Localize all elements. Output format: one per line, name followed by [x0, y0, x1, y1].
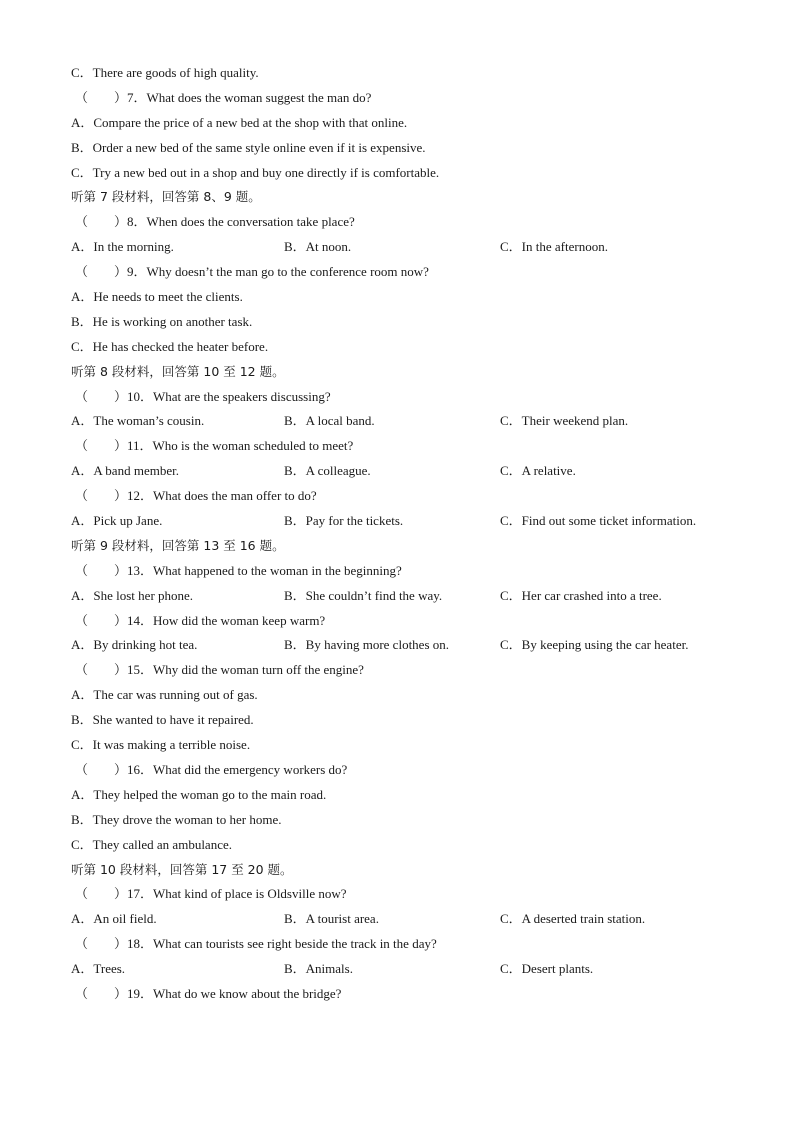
option-c: C．A relative. — [500, 463, 576, 479]
answer-options-row — [71, 584, 731, 609]
option-b: B．A colleague. — [284, 463, 371, 479]
answer-option-line: B．They drove the woman to her home. — [71, 811, 282, 827]
option-b: B．Pay for the tickets. — [284, 513, 404, 529]
question-line: （ ）19．What do we know about the bridge? — [75, 985, 342, 1001]
option-c: C．In the afternoon. — [500, 239, 608, 255]
option-b: B．By having more clothes on. — [284, 637, 450, 653]
answer-option-line: B．He is working on another task. — [71, 313, 253, 329]
section-heading: 听第 7 段材料，回答第 8、9 题。 — [71, 189, 261, 205]
question-line: （ ）12．What does the man offer to do? — [75, 488, 317, 504]
option-a: A．The woman’s cousin. — [71, 413, 205, 429]
option-a: A．By drinking hot tea. — [71, 637, 198, 653]
answer-option-line: A．The car was running out of gas. — [71, 687, 258, 703]
question-line: （ ）11．Who is the woman scheduled to meet? — [75, 438, 354, 454]
option-a: A．She lost her phone. — [71, 587, 194, 603]
section-heading: 听第 8 段材料，回答第 10 至 12 题。 — [71, 363, 285, 379]
option-b: B．She couldn’t find the way. — [284, 587, 443, 603]
option-c: C．Her car crashed into a tree. — [500, 587, 662, 603]
answer-options-row — [71, 235, 731, 260]
section-heading: 听第 9 段材料，回答第 13 至 16 题。 — [71, 537, 285, 553]
option-a: A．Trees. — [71, 961, 126, 977]
question-line: （ ）14．How did the woman keep warm? — [75, 612, 326, 628]
question-line: （ ）10．What are the speakers discussing? — [75, 388, 331, 404]
answer-option-line: C．It was making a terrible noise. — [71, 737, 251, 753]
option-a: A．A band member. — [71, 463, 179, 479]
question-line: （ ）13．What happened to the woman in the beginning? — [75, 562, 402, 578]
question-line: （ ）17．What kind of place is Oldsville now? — [75, 886, 347, 902]
answer-option-line: A．He needs to meet the clients. — [71, 289, 243, 305]
question-line: （ ）9．Why doesn’t the man go to the conference room now? — [75, 264, 429, 280]
option-a: A．In the morning. — [71, 239, 174, 255]
answer-option-line: A．Compare the price of a new bed at the shop with that online. — [71, 114, 408, 130]
option-c: C．Desert plants. — [500, 961, 594, 977]
option-c: C．Their weekend plan. — [500, 413, 629, 429]
option-a: A．An oil field. — [71, 911, 157, 927]
question-line: （ ）8．When does the conversation take place? — [75, 214, 355, 230]
option-c: C．A deserted train station. — [500, 911, 646, 927]
listening-questions — [71, 61, 731, 1007]
option-c: C．Find out some ticket information. — [500, 513, 697, 529]
answer-options-row — [71, 509, 731, 534]
answer-option-line: C．He has checked the heater before. — [71, 338, 269, 354]
answer-option-line: B．She wanted to have it repaired. — [71, 712, 254, 728]
question-line: （ ）16．What did the emergency workers do? — [75, 761, 348, 777]
option-b: B．A local band. — [284, 413, 375, 429]
answer-options-row — [71, 633, 731, 658]
question-line: （ ）18．What can tourists see right beside the track in the day? — [75, 936, 437, 952]
option-b: B．At noon. — [284, 239, 352, 255]
answer-options-row — [71, 409, 731, 434]
answer-options-row — [71, 957, 731, 982]
option-b: B．A tourist area. — [284, 911, 379, 927]
answer-option-line: C．There are goods of high quality. — [71, 65, 259, 80]
answer-options-row — [71, 907, 731, 932]
question-line: （ ）15．Why did the woman turn off the engine? — [75, 662, 364, 678]
section-heading: 听第 10 段材料，回答第 17 至 20 题。 — [71, 861, 293, 877]
answer-option-line: B．Order a new bed of the same style online even if it is expensive. — [71, 139, 426, 155]
answer-option-line: A．They helped the woman go to the main road. — [71, 786, 327, 802]
answer-option-line: C．Try a new bed out in a shop and buy one directly if is comfortable. — [71, 164, 440, 180]
question-line: （ ）7．What does the woman suggest the man do? — [75, 89, 372, 105]
option-a: A．Pick up Jane. — [71, 513, 163, 529]
answer-options-row — [71, 459, 731, 484]
option-b: B．Animals. — [284, 961, 353, 977]
answer-option-line: C．They called an ambulance. — [71, 836, 232, 852]
option-c: C．By keeping using the car heater. — [500, 637, 689, 653]
